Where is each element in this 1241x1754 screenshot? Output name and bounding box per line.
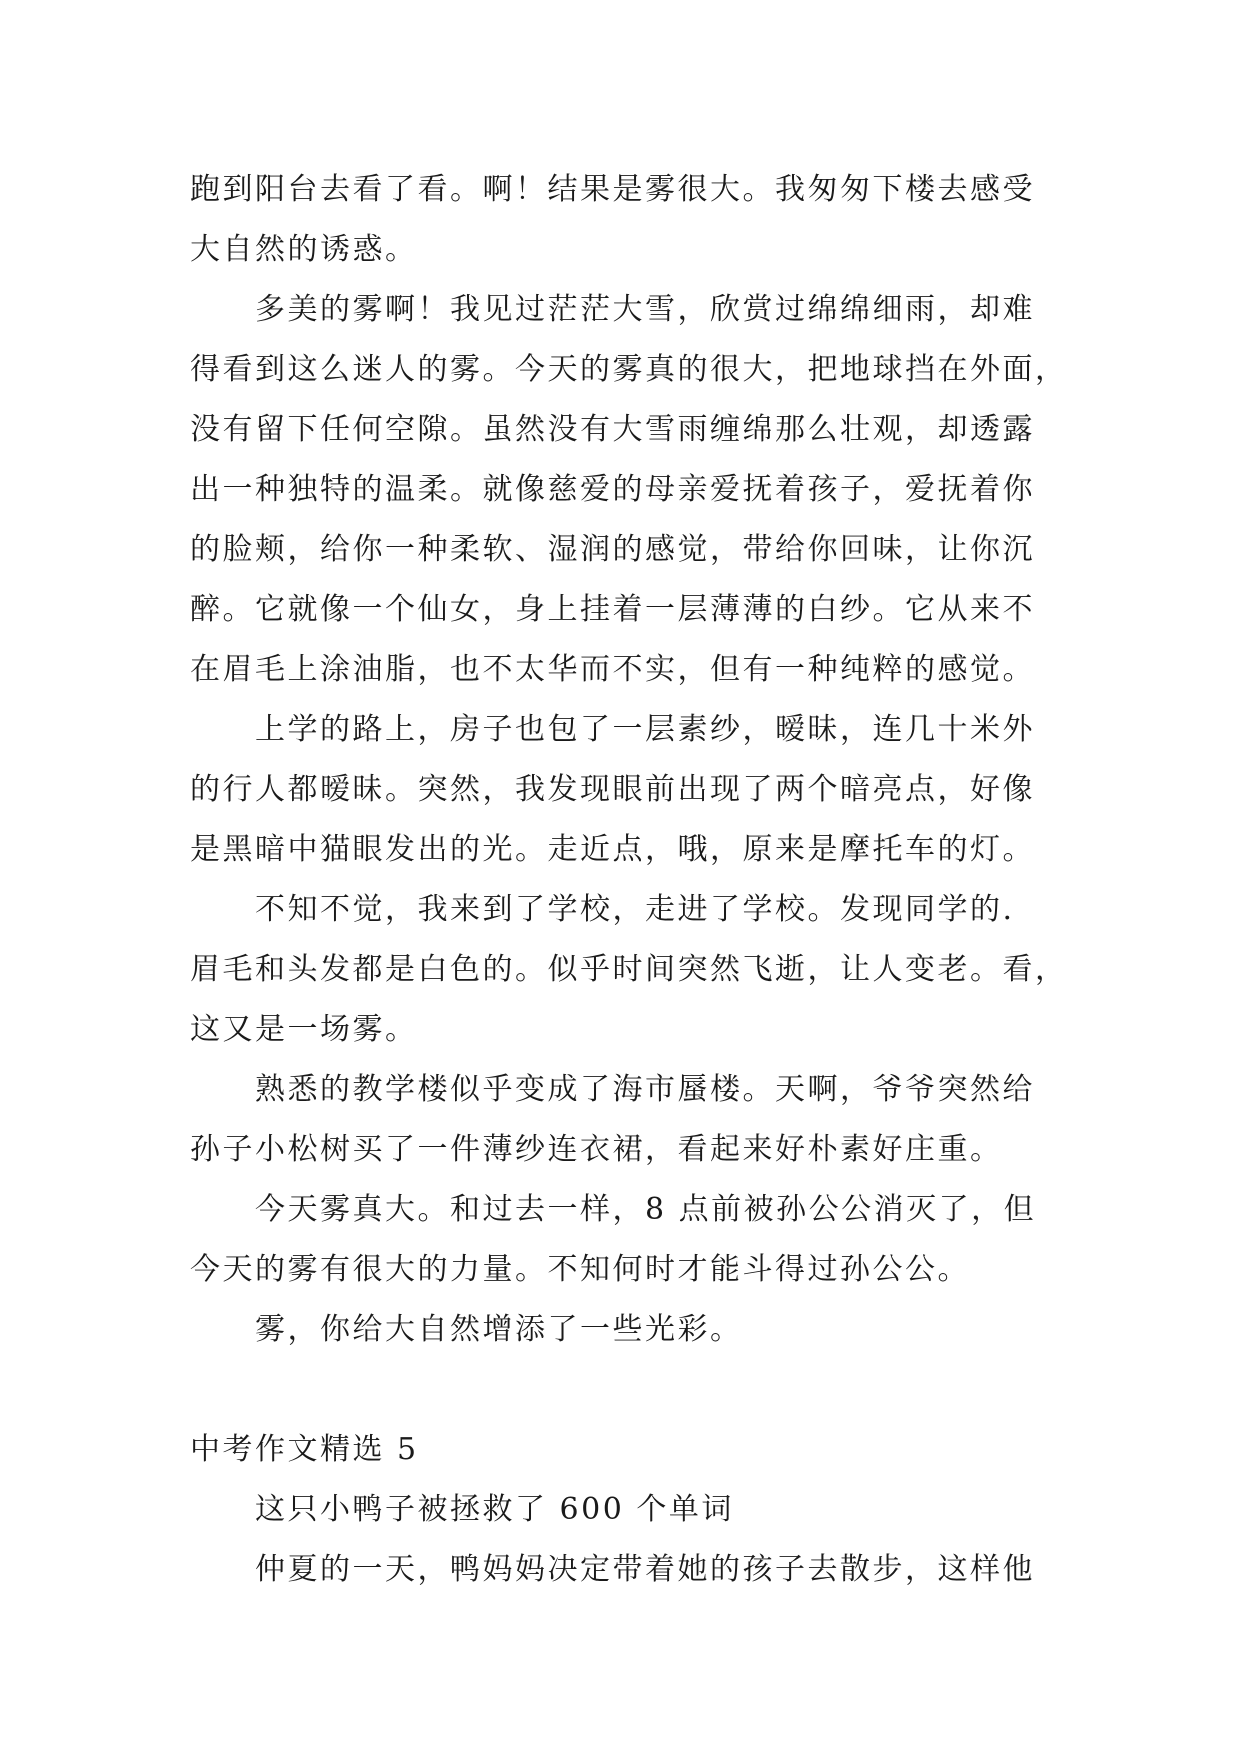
text-line: 跑到阳台去看了看。啊！结果是雾很大。我匆匆下楼去感受 [190, 172, 1035, 207]
text-line: 的行人都暧昧。突然，我发现眼前出现了两个暗亮点，好像 [190, 772, 1035, 807]
text-line: 多美的雾啊！我见过茫茫大雪，欣赏过绵绵细雨，却难 [255, 292, 1035, 327]
paragraph-lines [190, 160, 1068, 1360]
text-line: 的脸颊，给你一种柔软、湿润的感觉，带给你回味，让你沉 [190, 532, 1035, 567]
essay-first-line: 仲夏的一天，鸭妈妈决定带着她的孩子去散步，这样他 [255, 1552, 1035, 1587]
essay-text [190, 160, 1068, 1600]
text-line: 得看到这么迷人的雾。今天的雾真的很大，把地球挡在外面， [190, 352, 1068, 387]
text-line: 眉毛和头发都是白色的。似乎时间突然飞逝，让人变老。看， [190, 952, 1068, 987]
text-line: 醉。它就像一个仙女，身上挂着一层薄薄的白纱。它从来不 [190, 592, 1035, 627]
text-line: 没有留下任何空隙。虽然没有大雪雨缠绵那么壮观，却透露 [190, 412, 1035, 447]
text-line: 今天的雾有很大的力量。不知何时才能斗得过孙公公。 [190, 1252, 970, 1287]
text-line: 雾，你给大自然增添了一些光彩。 [255, 1312, 743, 1347]
text-line: 孙子小松树买了一件薄纱连衣裙，看起来好朴素好庄重。 [190, 1132, 1003, 1167]
essay-title: 这只小鸭子被拯救了 600 个单词 [255, 1492, 734, 1527]
text-line: 是黑暗中猫眼发出的光。走近点，哦，原来是摩托车的灯。 [190, 832, 1035, 867]
section-title: 中考作文精选 5 [190, 1432, 419, 1467]
section-gap [190, 1360, 1060, 1420]
text-line: 这又是一场雾。 [190, 1012, 418, 1047]
text-line: 在眉毛上涂油脂，也不太华而不实，但有一种纯粹的感觉。 [190, 652, 1035, 687]
text-line: 今天雾真大。和过去一样，8 点前被孙公公消灭了，但 [255, 1192, 1037, 1227]
text-line: 熟悉的教学楼似乎变成了海市蜃楼。天啊，爷爷突然给 [255, 1072, 1035, 1107]
text-line: 出一种独特的温柔。就像慈爱的母亲爱抚着孩子，爱抚着你 [190, 472, 1035, 507]
text-line: 上学的路上，房子也包了一层素纱，暧昧，连几十米外 [255, 712, 1035, 747]
text-line: 不知不觉，我来到了学校，走进了学校。发现同学的. [255, 892, 1015, 927]
text-line: 大自然的诱惑。 [190, 232, 418, 267]
